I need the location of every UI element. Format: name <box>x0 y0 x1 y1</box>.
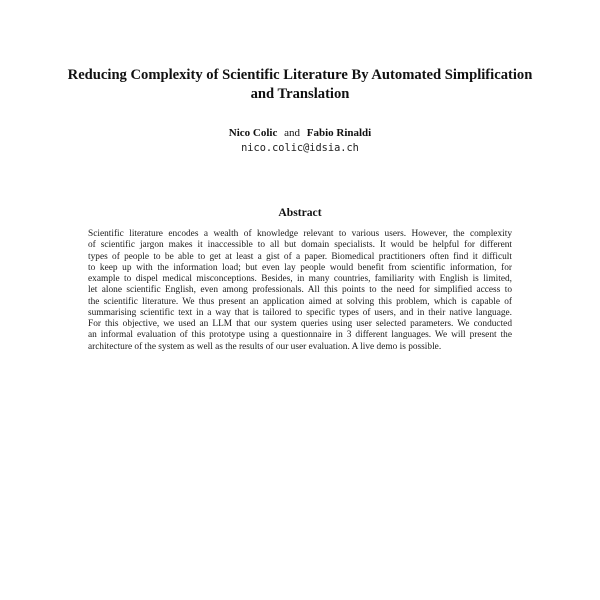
abstract-line: Scientific literature encodes a wealth of knowledge relevant to various users. However, the complexity <box>88 229 512 239</box>
abstract-line: architecture of the system as well as the results of our user evaluation. A live demo is possible. <box>88 341 442 352</box>
paper-title <box>40 66 560 103</box>
abstract-line: an informal evaluation of this prototype using a questionnaire in 3 different languages. We will present the <box>88 330 512 341</box>
title-line-2: and Translation <box>250 85 350 102</box>
abstract-heading: Abstract <box>278 206 322 219</box>
abstract-line: let alone scientific English, even among professionals. All this points to the need for simplified access to <box>88 285 512 296</box>
title-line-1: Reducing Complexity of Scientific Literature By Automated Simplification <box>67 67 533 83</box>
abstract-line: of scientific jargon makes it inaccessible to all but domain specialists. It would be helpful for different <box>88 240 512 251</box>
abstract-line: For this objective, we used an LLM that our system queries using user selected parameters. We conducted <box>88 319 512 329</box>
abstract-line: the scientific literature. We thus present an application aimed at solving this problem, which is capable of <box>88 296 512 307</box>
author-name: Nico Colic <box>228 127 278 139</box>
author-name: Fabio Rinaldi <box>306 127 372 139</box>
author-connector: and <box>284 127 300 139</box>
abstract-line: to keep up with the information load; but even lay people would benefit from scientific information, for <box>88 262 512 273</box>
abstract-line: example to dispel medical misconceptions. Besides, in many countries, familiarity with English is limited, <box>88 274 512 284</box>
abstract-line: summarising scientific text in a way that is tailored to specific types of users, and in their native language. <box>88 307 512 318</box>
author-email: nico.colic@idsia.ch <box>241 142 359 154</box>
abstract-line: types of people to be able to get at least a gist of a paper. Biomedical practitioners often find it difficult <box>88 251 512 262</box>
abstract-body <box>88 229 512 353</box>
author-list <box>0 126 600 140</box>
